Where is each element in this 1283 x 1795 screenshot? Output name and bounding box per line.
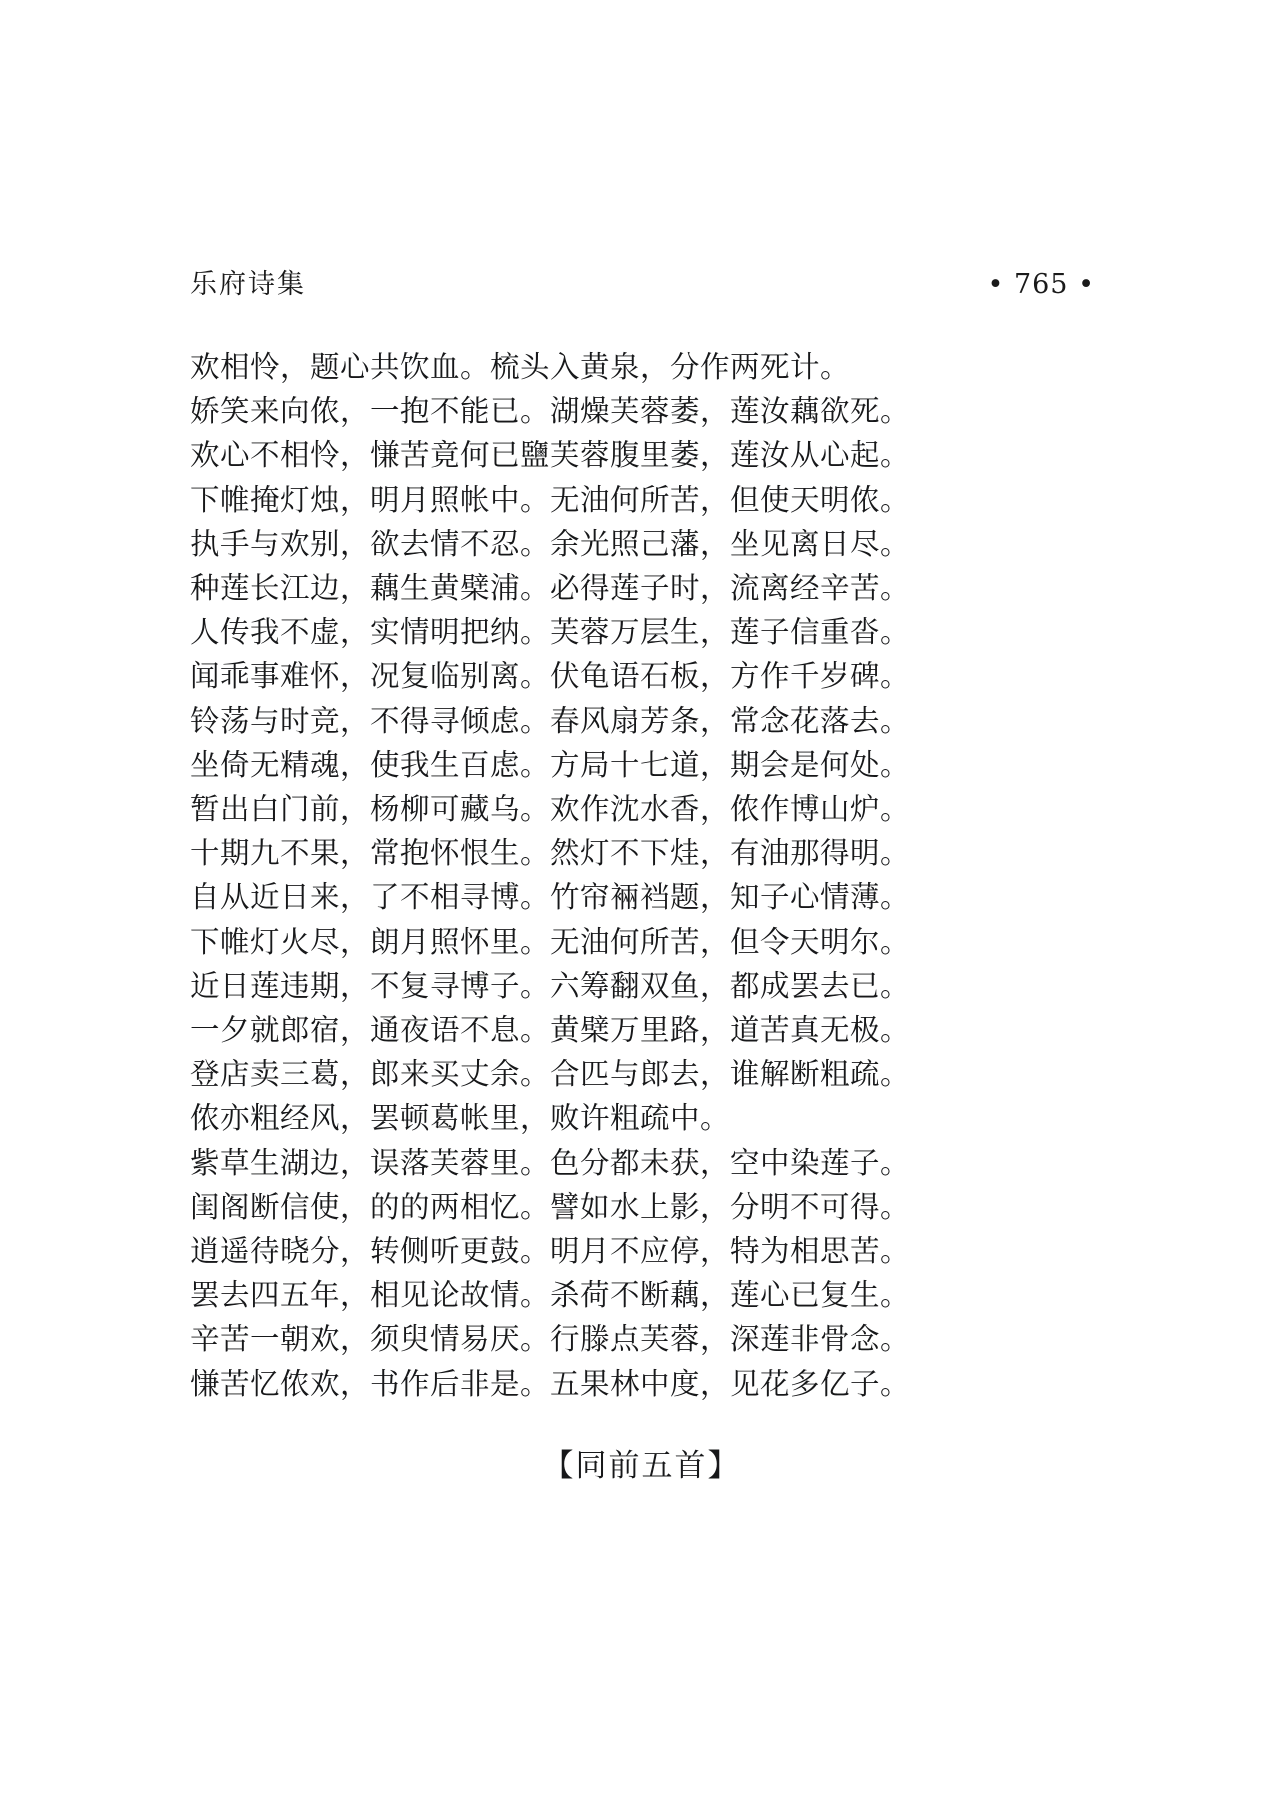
poem-line: 登店卖三葛，郎来买丈余。合匹与郎去，谁解断粗疏。 — [190, 1057, 911, 1092]
poem-line: 娇笑来向侬，一抱不能已。湖燥芙蓉萎，莲汝藕欲死。 — [190, 394, 911, 429]
poem-body — [190, 345, 1110, 1406]
poem-line: 慊苦忆侬欢，书作后非是。五果林中度，见花多亿子。 — [190, 1366, 911, 1401]
poem-line: 暂出白门前，杨柳可藏乌。欢作沈水香，侬作博山炉。 — [190, 792, 911, 827]
poem-line: 种莲长江边，藕生黄檗浦。必得莲子时，流离经辛苦。 — [190, 571, 911, 606]
page-number: • 765 • — [987, 269, 1095, 300]
page-header — [190, 262, 1095, 301]
poem-line: 欢相怜，题心共饮血。梳头入黄泉，分作两死计。 — [190, 350, 851, 384]
poem-line: 坐倚无精魂，使我生百虑。方局十七道，期会是何处。 — [190, 747, 911, 782]
poem-line: 罢去四五年，相见论故情。杀荷不断藕，莲心已复生。 — [190, 1278, 911, 1313]
poem-line: 一夕就郎宿，通夜语不息。黄檗万里路，道苦真无极。 — [190, 1013, 911, 1048]
book-title: 乐府诗集 — [190, 269, 306, 300]
poem-line: 执手与欢别，欲去情不忍。余光照己藩，坐见离日尽。 — [190, 526, 911, 561]
poem-line: 闺阁断信使，的的两相忆。譬如水上影，分明不可得。 — [190, 1189, 911, 1224]
poem-line: 十期九不果，常抱怀恨生。然灯不下烓，有油那得明。 — [190, 836, 911, 871]
poem-line: 铃荡与时竞，不得寻倾虑。春风扇芳条，常念花落去。 — [190, 703, 911, 738]
poem-line: 辛苦一朝欢，须臾情易厌。行滕点芙蓉，深莲非骨念。 — [190, 1322, 911, 1357]
poem-line: 侬亦粗经风，罢顿葛帐里，败许粗疏中。 — [190, 1101, 731, 1136]
poem-line: 紫草生湖边，误落芙蓉里。色分都未获，空中染莲子。 — [190, 1145, 911, 1180]
poem-line: 自从近日来，了不相寻博。竹帘裲裆题，知子心情薄。 — [190, 880, 911, 915]
poem-line: 闻乖事难怀，况复临别离。伏龟语石板，方作千岁碑。 — [190, 659, 911, 694]
poem-line: 逍遥待晓分，转侧听更鼓。明月不应停，特为相思苦。 — [190, 1234, 911, 1269]
section-heading: 【同前五首】 — [542, 1448, 741, 1484]
poem-line: 近日莲违期，不复寻博子。六筹翻双鱼，都成罢去已。 — [190, 968, 911, 1003]
poem-line: 欢心不相怜，慊苦竟何已鹽芙蓉腹里萎，莲汝从心起。 — [190, 438, 911, 473]
poem-line: 下帷灯火尽，朗月照怀里。无油何所苦，但令天明尔。 — [190, 924, 911, 959]
poem-line: 下帷掩灯烛，明月照帐中。无油何所苦，但使天明侬。 — [190, 482, 911, 517]
poem-line: 人传我不虚，实情明把纳。芙蓉万层生，莲子信重沓。 — [190, 615, 911, 650]
